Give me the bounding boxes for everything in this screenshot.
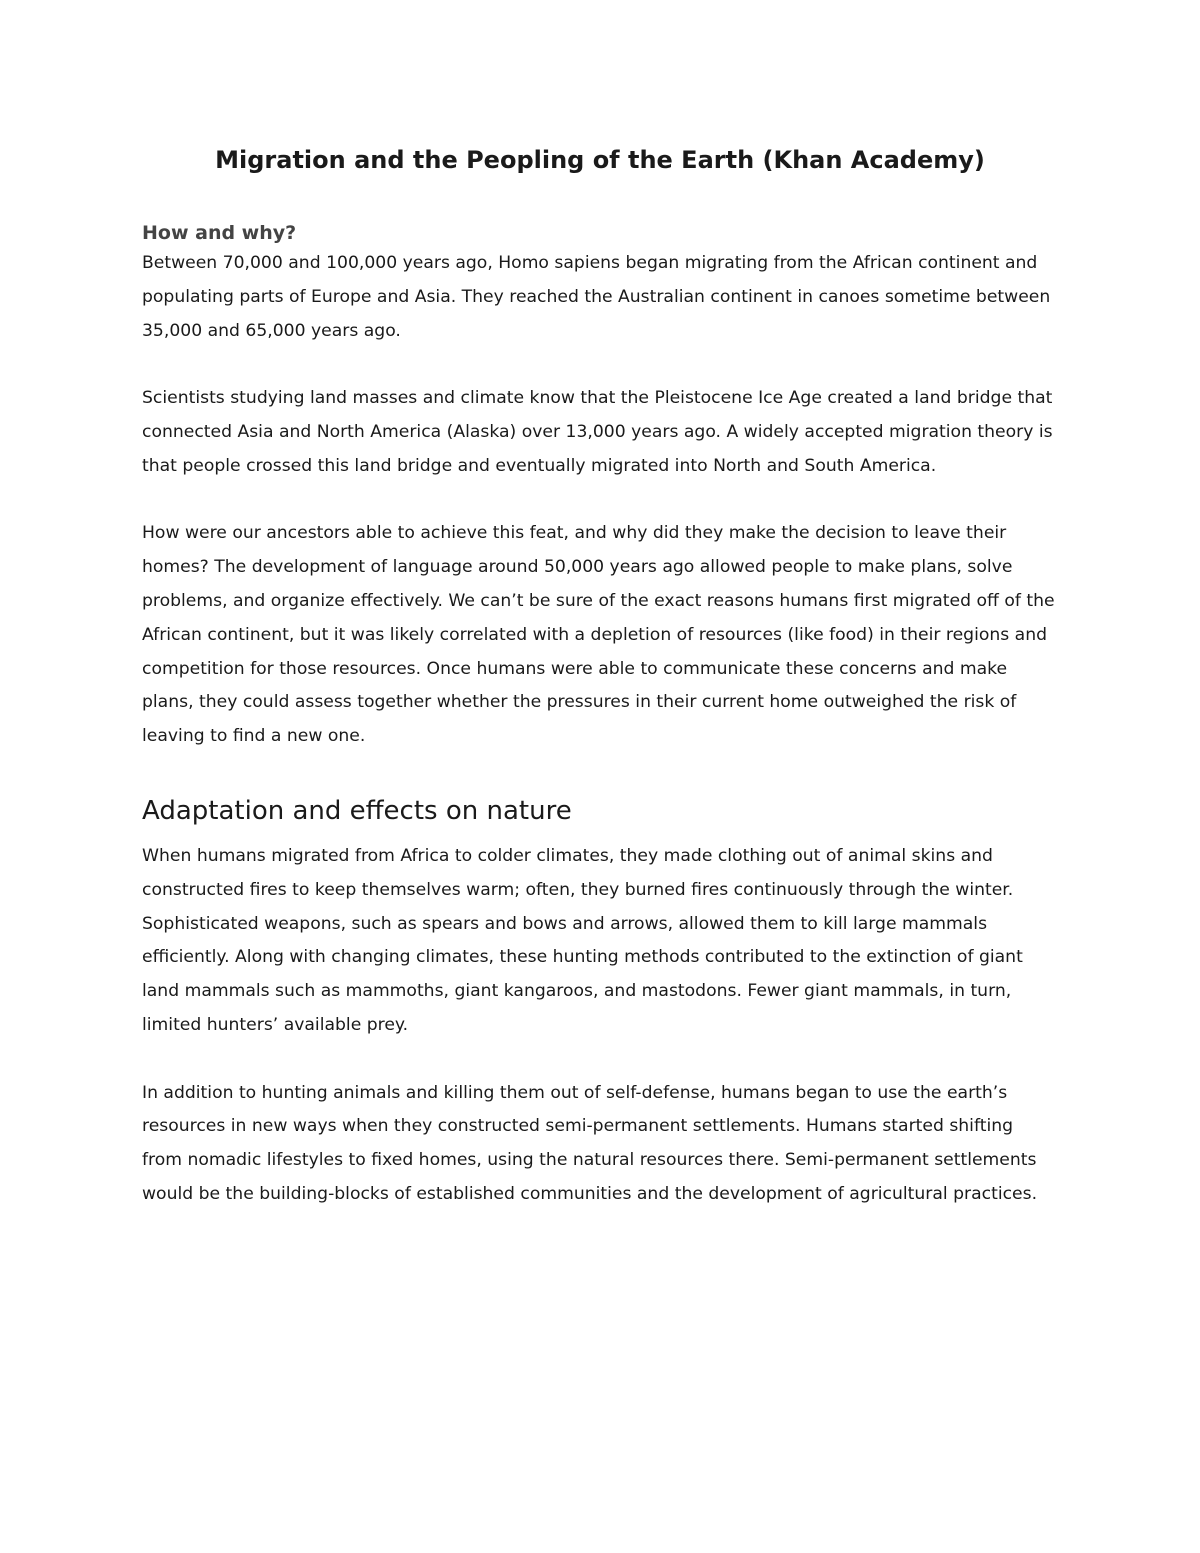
paragraph: When humans migrated from Africa to colder climates, they made clothing out of animal skins and constructed fires to keep themselves warm; often, they burned fires continuously through the winter. Sophisticated weapons, such as spears and bows and arrows, allowed them to kill large mammals efficiently. Along with changing climates, these hunting methods contributed to the extinction of giant land mammals such as mammoths, giant kangaroos, and mastodons. Fewer giant mammals, in turn, limited hunters’ available prey. bbox=[142, 845, 1023, 1035]
paragraph: In addition to hunting animals and killing them out of self-defense, humans began to use the earth’s resources in new ways when they constructed semi-permanent settlements. Humans started shifting from nomadic lifestyles to fixed homes, using the natural resources there. Semi-permanent settlements would be the building-blocks of established communities and the development of agricultural practices. bbox=[142, 1082, 1038, 1204]
paragraph: How were our ancestors able to achieve this feat, and why did they make the decision to leave their homes? The development of language around 50,000 years ago allowed people to make plans, solve problems, and organize effectively. We can’t be sure of the exact reasons humans first migrated off of the African continent, but it was likely correlated with a depletion of resources (like food) in their regions and competition for those resources. Once humans were able to communicate these concerns and make plans, they could assess together whether the pressures in their current home outweighed the risk of leaving to find a new one. bbox=[142, 523, 1055, 747]
paragraph: Between 70,000 and 100,000 years ago, Homo sapiens began migrating from the African continent and populating parts of Europe and Asia. They reached the Australian continent in canoes sometime between 35,000 and 65,000 years ago. bbox=[142, 253, 1051, 341]
section-heading-how-and-why: How and why? bbox=[142, 222, 297, 244]
section-heading-adaptation: Adaptation and effects on nature bbox=[142, 795, 572, 826]
document-page bbox=[142, 142, 1058, 1212]
paragraph: Scientists studying land masses and climate know that the Pleistocene Ice Age created a land bridge that connected Asia and North America (Alaska) over 13,000 years ago. A widely accepted migration theory is that people crossed this land bridge and eventually migrated into North and South America. bbox=[142, 388, 1053, 476]
document-title: Migration and the Peopling of the Earth (Khan Academy) bbox=[215, 146, 985, 174]
